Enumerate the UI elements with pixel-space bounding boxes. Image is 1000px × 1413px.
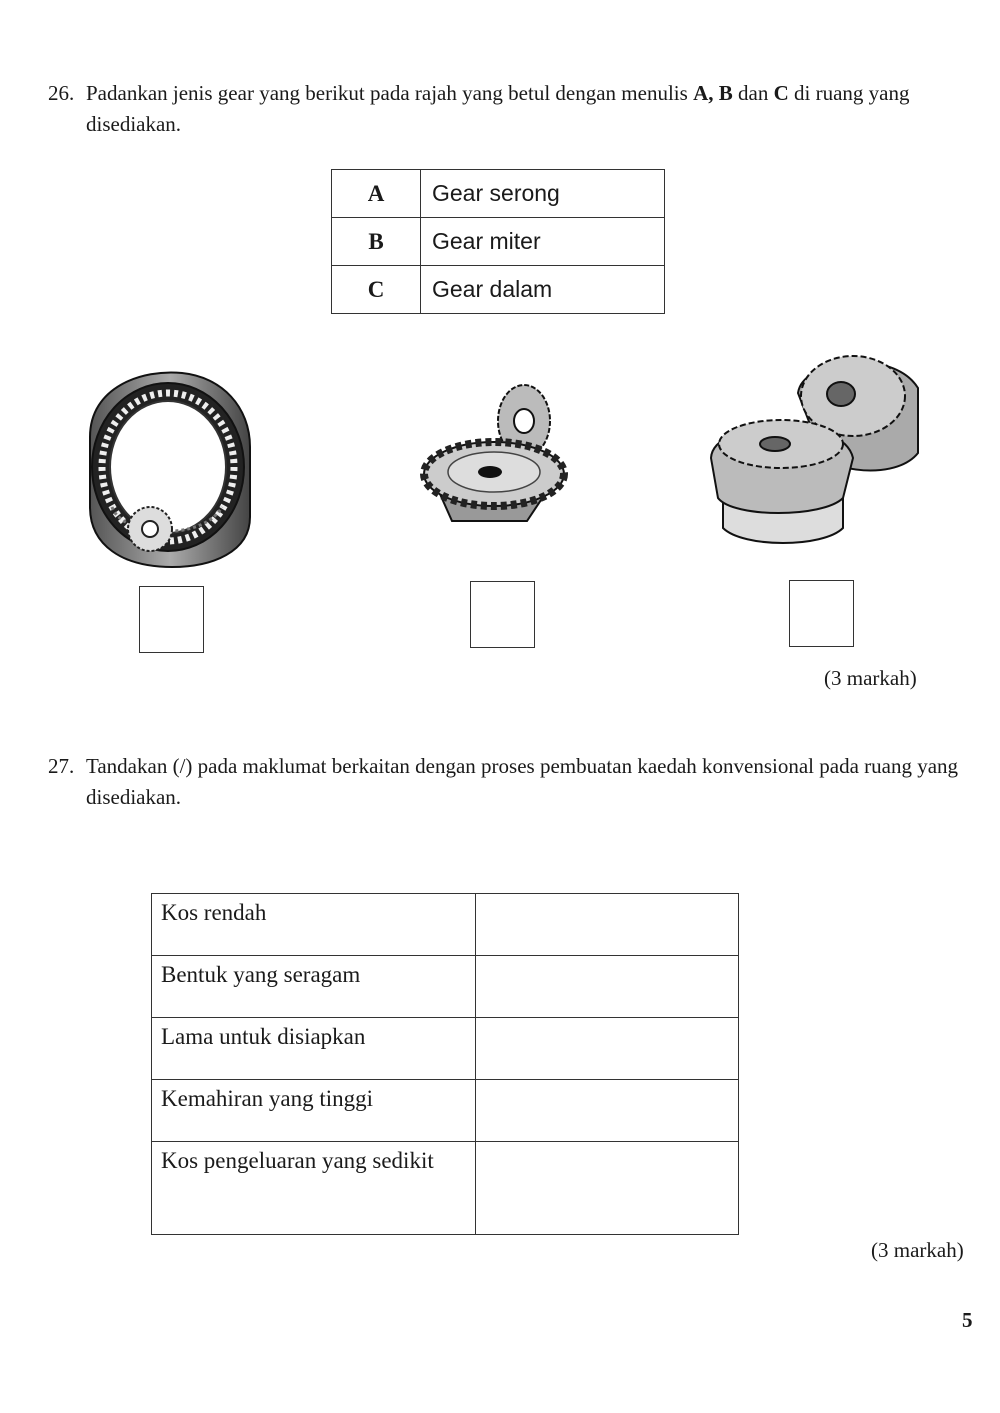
- page-number: 5: [962, 1308, 973, 1332]
- marks-label: (3 markah): [871, 1238, 964, 1262]
- question-text: Tandakan (/) pada maklumat berkaitan dengan proses pembuatan kaedah konvensional pada ruang yang disediakan.: [86, 754, 959, 809]
- tick-cell[interactable]: [476, 1080, 739, 1142]
- gear-types-table: [331, 169, 665, 314]
- answer-box-internal-gear[interactable]: [139, 586, 204, 653]
- gear-name: Gear serong: [421, 170, 665, 218]
- table-row: [332, 170, 665, 218]
- marks-label: (3 markah): [824, 666, 917, 690]
- process-statement: Bentuk yang seragam: [152, 956, 476, 1018]
- tick-cell[interactable]: [476, 956, 739, 1018]
- table-row: [152, 1080, 739, 1142]
- gear-name: Gear dalam: [421, 266, 665, 314]
- gear-letter: A: [332, 170, 421, 218]
- process-statement: Kos pengeluaran yang sedikit: [152, 1142, 476, 1235]
- tick-cell[interactable]: [476, 1018, 739, 1080]
- gear-name: Gear miter: [421, 218, 665, 266]
- table-row: [152, 894, 739, 956]
- table-row: [332, 218, 665, 266]
- conventional-process-table: [151, 893, 739, 1235]
- question-text: Padankan jenis gear yang berikut pada rajah yang betul dengan menulis A, B dan C di ruang yang disediakan.: [86, 81, 910, 136]
- table-row: [152, 956, 739, 1018]
- answer-box-bevel-gear[interactable]: [470, 581, 535, 648]
- gear-letter: B: [332, 218, 421, 266]
- miter-gear-illustration: [703, 348, 928, 548]
- question-number: 26.: [48, 81, 75, 105]
- process-statement: Lama untuk disiapkan: [152, 1018, 476, 1080]
- process-statement: Kos rendah: [152, 894, 476, 956]
- tick-cell[interactable]: [476, 1142, 739, 1235]
- gear-letter: C: [332, 266, 421, 314]
- table-row: [152, 1142, 739, 1235]
- table-row: [332, 266, 665, 314]
- answer-box-miter-gear[interactable]: [789, 580, 854, 647]
- tick-cell[interactable]: [476, 894, 739, 956]
- internal-gear-illustration: [82, 367, 254, 571]
- question-number: 27.: [48, 754, 75, 778]
- table-row: [152, 1018, 739, 1080]
- bevel-gear-illustration: [412, 376, 572, 536]
- process-statement: Kemahiran yang tinggi: [152, 1080, 476, 1142]
